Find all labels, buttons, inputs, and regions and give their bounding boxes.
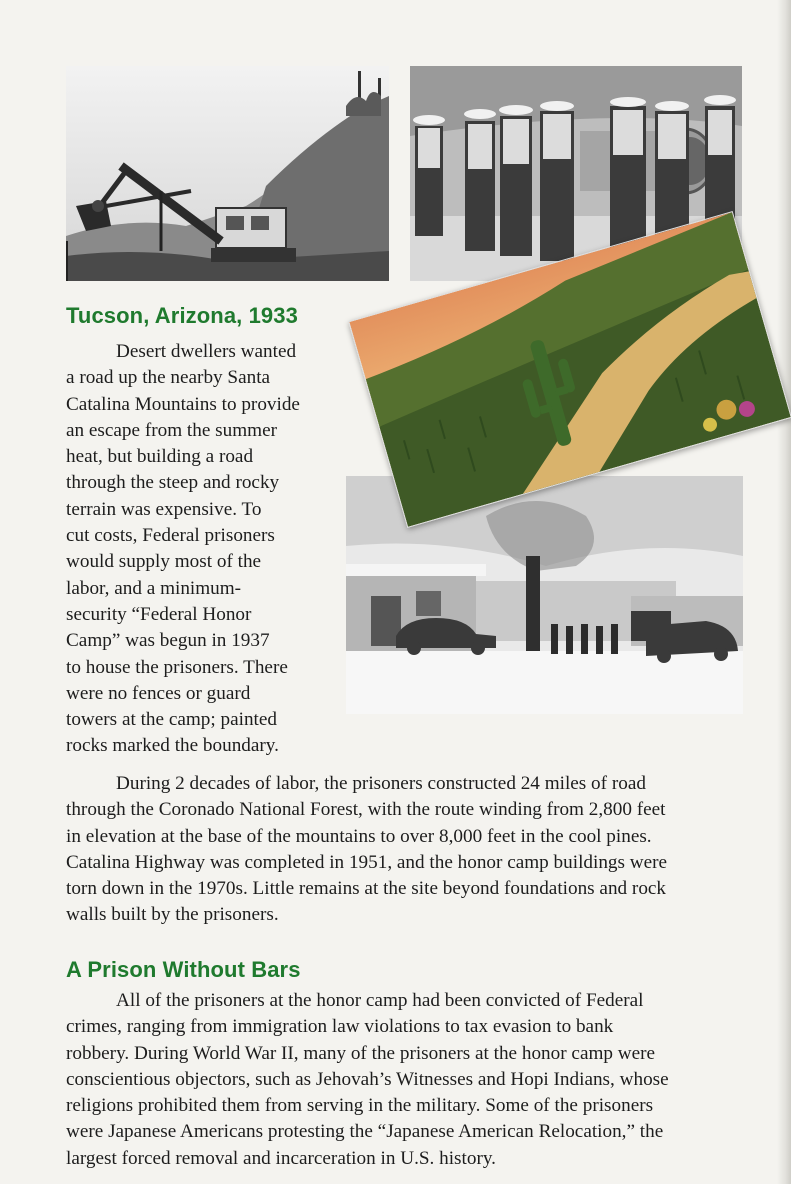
section-heading-tucson: Tucson, Arizona, 1933 bbox=[66, 303, 298, 328]
text-line: All of the prisoners at the honor camp had been convicted of Federal bbox=[116, 990, 644, 1011]
text-line: religions prohibited them from serving in the military. Some of the prisoners bbox=[66, 1095, 654, 1117]
paragraph-road-construction bbox=[66, 771, 766, 929]
text-line: crimes, ranging from immigration law violations to tax evasion to bank bbox=[66, 1016, 614, 1038]
text-line: heat, but building a road bbox=[66, 446, 254, 468]
text-line: a road up the nearby Santa bbox=[66, 367, 271, 389]
text-line: cut costs, Federal prisoners bbox=[66, 525, 275, 547]
text-line: Camp” was begun in 1937 bbox=[66, 630, 270, 652]
text-line: torn down in the 1970s. Little remains at the site beyond foundations and rock bbox=[66, 878, 667, 900]
paragraph-prisoners bbox=[66, 988, 766, 1172]
text-line: largest forced removal and incarceration in U.S. history. bbox=[66, 1147, 496, 1169]
text-line: walls built by the prisoners. bbox=[66, 904, 279, 926]
text-line: towers at the camp; painted bbox=[66, 709, 277, 731]
text-line: robbery. During World War II, many of the prisoners at the honor camp were bbox=[66, 1042, 656, 1064]
text-line: terrain was expensive. To bbox=[66, 498, 262, 520]
text-line: security “Federal Honor bbox=[66, 603, 252, 625]
text-line: Desert dwellers wanted bbox=[116, 341, 297, 362]
paragraph-intro bbox=[66, 339, 340, 760]
text-line: were no fences or guard bbox=[66, 682, 251, 704]
text-line: Catalina Highway was completed in 1951, and the honor camp buildings were bbox=[66, 851, 668, 873]
section-heading-prison: A Prison Without Bars bbox=[66, 957, 301, 982]
text-line: labor, and a minimum- bbox=[66, 577, 242, 599]
text-line: through the steep and rocky bbox=[66, 472, 280, 494]
text-line: through the Coronado National Forest, with the route winding from 2,800 feet bbox=[66, 799, 666, 821]
text-line: in elevation at the base of the mountains to over 8,000 feet in the cool pines. bbox=[66, 825, 652, 847]
text-line: would supply most of the bbox=[66, 551, 262, 573]
text-line: to house the prisoners. There bbox=[66, 656, 288, 678]
text-line: an escape from the summer bbox=[66, 419, 277, 441]
page-edge bbox=[777, 0, 791, 1184]
steam-shovel-photo bbox=[66, 66, 389, 281]
text-line: rocks marked the boundary. bbox=[66, 735, 279, 757]
text-line: During 2 decades of labor, the prisoners constructed 24 miles of road bbox=[116, 773, 646, 794]
text-line: conscientious objectors, such as Jehovah’s Witnesses and Hopi Indians, whose bbox=[66, 1068, 669, 1090]
text-line: were Japanese Americans protesting the “Japanese American Relocation,” the bbox=[66, 1121, 664, 1143]
text-line: Catalina Mountains to provide bbox=[66, 393, 300, 415]
